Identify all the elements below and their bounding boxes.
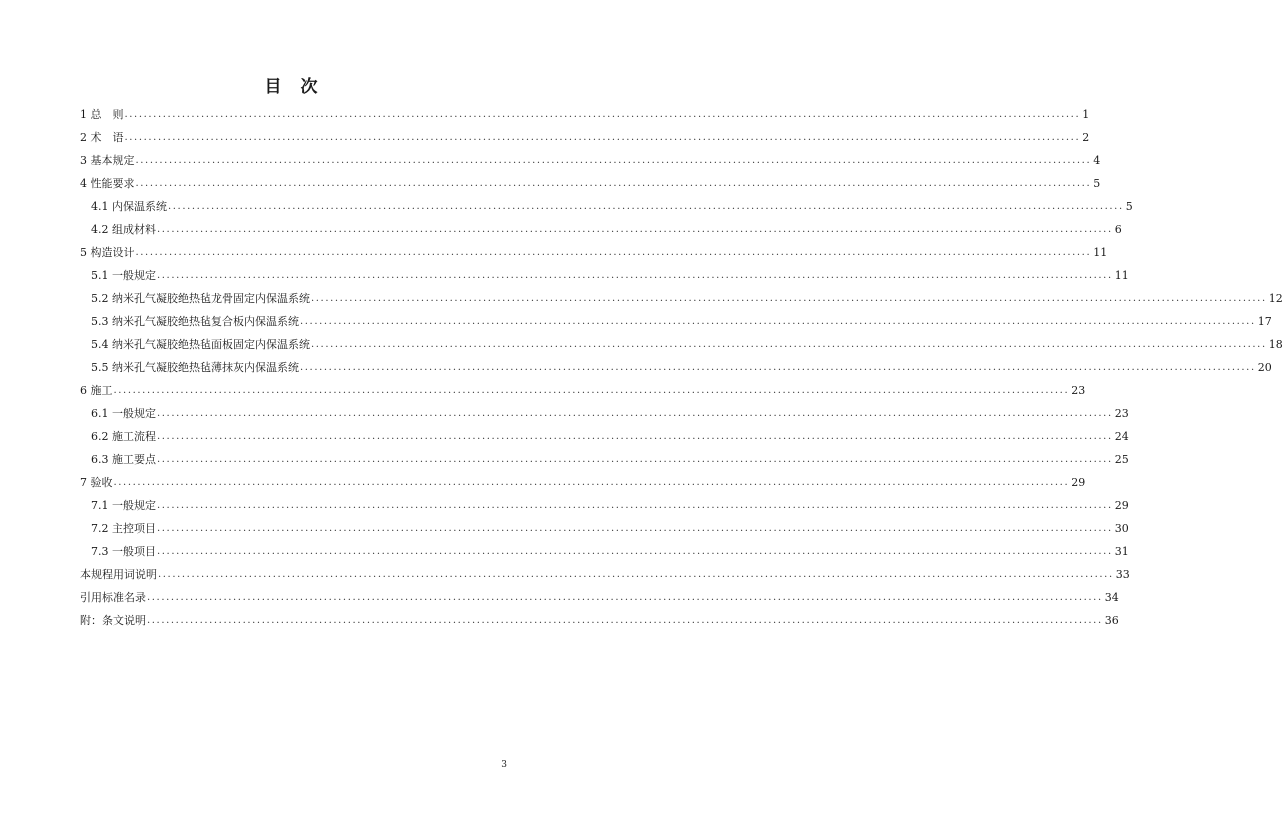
toc-entry-label: 4.1 内保温系统 [91,200,167,213]
toc-leader-dots: ........................................................................................................................................................................................................ [113,385,1070,396]
toc-entry-label: 5.5 纳米孔气凝胶绝热毡薄抹灰内保温系统 [91,361,299,374]
toc-entry-page: 30 [1114,522,1129,535]
toc-entry-label: 6.3 施工要点 [91,453,156,466]
toc-entry-label: 5.3 纳米孔气凝胶绝热毡复合板内保温系统 [91,315,299,328]
toc-leader-dots: ........................................................................................................................................................................................................ [135,178,1092,189]
toc-leader-dots: ........................................................................................................................................................................................................ [147,615,1103,626]
toc-entry[interactable] [80,470,1086,490]
toc-leader-dots: ........................................................................................................................................................................................................ [311,339,1267,350]
toc-entry-page: 23 [1114,407,1129,420]
toc-entry-page: 33 [1115,568,1130,581]
toc-entry[interactable] [91,309,1272,329]
toc-leader-dots: ........................................................................................................................................................................................................ [135,155,1092,166]
toc-entry[interactable] [80,240,1108,260]
toc-entry-page: 24 [1114,430,1129,443]
toc-leader-dots: ........................................................................................................................................................................................................ [168,201,1124,212]
toc-entry-page: 29 [1071,476,1086,489]
toc-entry-page: 31 [1114,545,1129,558]
toc-leader-dots: ........................................................................................................................................................................................................ [147,592,1103,603]
toc-leader-dots: ........................................................................................................................................................................................................ [300,362,1256,373]
toc-leader-dots: ........................................................................................................................................................................................................ [158,569,1114,580]
toc-entry-page: 5 [1125,200,1133,213]
toc-leader-dots: ........................................................................................................................................................................................................ [157,523,1113,534]
toc-entry-page: 4 [1093,154,1101,167]
toc-entry[interactable] [91,493,1129,513]
toc-entry-label: 本规程用词说明 [80,568,157,581]
toc-entry-label: 4.2 组成材料 [91,223,156,236]
toc-entry-label: 5.2 纳米孔气凝胶绝热毡龙骨固定内保温系统 [91,292,310,305]
toc-entry-page: 5 [1093,177,1101,190]
toc-entry-label: 7 验收 [80,476,113,489]
toc-leader-dots: ........................................................................................................................................................................................................ [311,293,1267,304]
toc-entry[interactable] [91,447,1129,467]
toc-leader-dots: ........................................................................................................................................................................................................ [135,247,1092,258]
toc-entry-page: 12 [1268,292,1283,305]
toc-entry[interactable] [80,608,1119,628]
toc-entry-page: 11 [1114,269,1129,282]
toc-entry[interactable] [91,355,1272,375]
toc-entry[interactable] [80,102,1090,122]
toc-leader-dots: ........................................................................................................................................................................................................ [157,500,1113,511]
toc-entry-page: 18 [1268,338,1283,351]
toc-entry-label: 7.3 一般项目 [91,545,156,558]
toc-entry[interactable] [91,263,1129,283]
toc-entry-page: 6 [1114,223,1122,236]
toc-entry[interactable] [91,401,1129,421]
toc-leader-dots: ........................................................................................................................................................................................................ [300,316,1256,327]
toc-entry[interactable] [80,171,1101,191]
page-number: 3 [501,760,507,770]
toc-leader-dots: ........................................................................................................................................................................................................ [157,431,1113,442]
toc-entry-label: 1 总 则 [80,108,124,121]
toc-entry-label: 7.2 主控项目 [91,522,156,535]
toc-leader-dots: ........................................................................................................................................................................................................ [113,477,1070,488]
toc-entry-label: 3 基本规定 [80,154,135,167]
toc-entry[interactable] [80,148,1101,168]
toc-entry-page: 23 [1071,384,1086,397]
toc-entry-label: 5 构造设计 [80,246,135,259]
toc-leader-dots: ........................................................................................................................................................................................................ [124,132,1081,143]
toc-entry-label: 引用标准名录 [80,591,146,604]
toc-leader-dots: ........................................................................................................................................................................................................ [124,109,1081,120]
toc-entry-label: 6.2 施工流程 [91,430,156,443]
toc-entry[interactable] [80,585,1119,605]
toc-entry-page: 17 [1257,315,1272,328]
toc-leader-dots: ........................................................................................................................................................................................................ [157,224,1113,235]
toc-leader-dots: ........................................................................................................................................................................................................ [157,270,1113,281]
toc-entry-page: 1 [1082,108,1090,121]
toc-entry-page: 29 [1114,499,1129,512]
toc-entry[interactable] [91,424,1129,444]
toc-entry[interactable] [91,217,1122,237]
toc-entry[interactable] [91,194,1133,214]
toc-entry[interactable] [91,332,1283,352]
toc-entry[interactable] [91,286,1283,306]
toc-entry[interactable] [91,516,1129,536]
toc-entry[interactable] [91,539,1129,559]
toc-entry-page: 34 [1104,591,1119,604]
toc-entry[interactable] [80,378,1086,398]
toc-entry-page: 25 [1114,453,1129,466]
toc-entry-page: 2 [1082,131,1090,144]
toc-entry-label: 7.1 一般规定 [91,499,156,512]
toc-entry-page: 11 [1093,246,1108,259]
toc-leader-dots: ........................................................................................................................................................................................................ [157,546,1113,557]
toc-entry-label: 5.4 纳米孔气凝胶绝热毡面板固定内保温系统 [91,338,310,351]
toc-leader-dots: ........................................................................................................................................................................................................ [157,454,1113,465]
toc-entry-label: 6 施工 [80,384,113,397]
toc-entry-label: 6.1 一般规定 [91,407,156,420]
toc-entry-label: 附：条文说明 [80,614,146,627]
toc-entry[interactable] [80,562,1130,582]
toc-entry-label: 2 术 语 [80,131,124,144]
toc-entry-label: 5.1 一般规定 [91,269,156,282]
toc-entry-page: 36 [1104,614,1119,627]
toc-title: 目 次 [264,77,319,97]
toc-leader-dots: ........................................................................................................................................................................................................ [157,408,1113,419]
toc-entry[interactable] [80,125,1090,145]
toc-entry-label: 4 性能要求 [80,177,135,190]
toc-entry-page: 20 [1257,361,1272,374]
